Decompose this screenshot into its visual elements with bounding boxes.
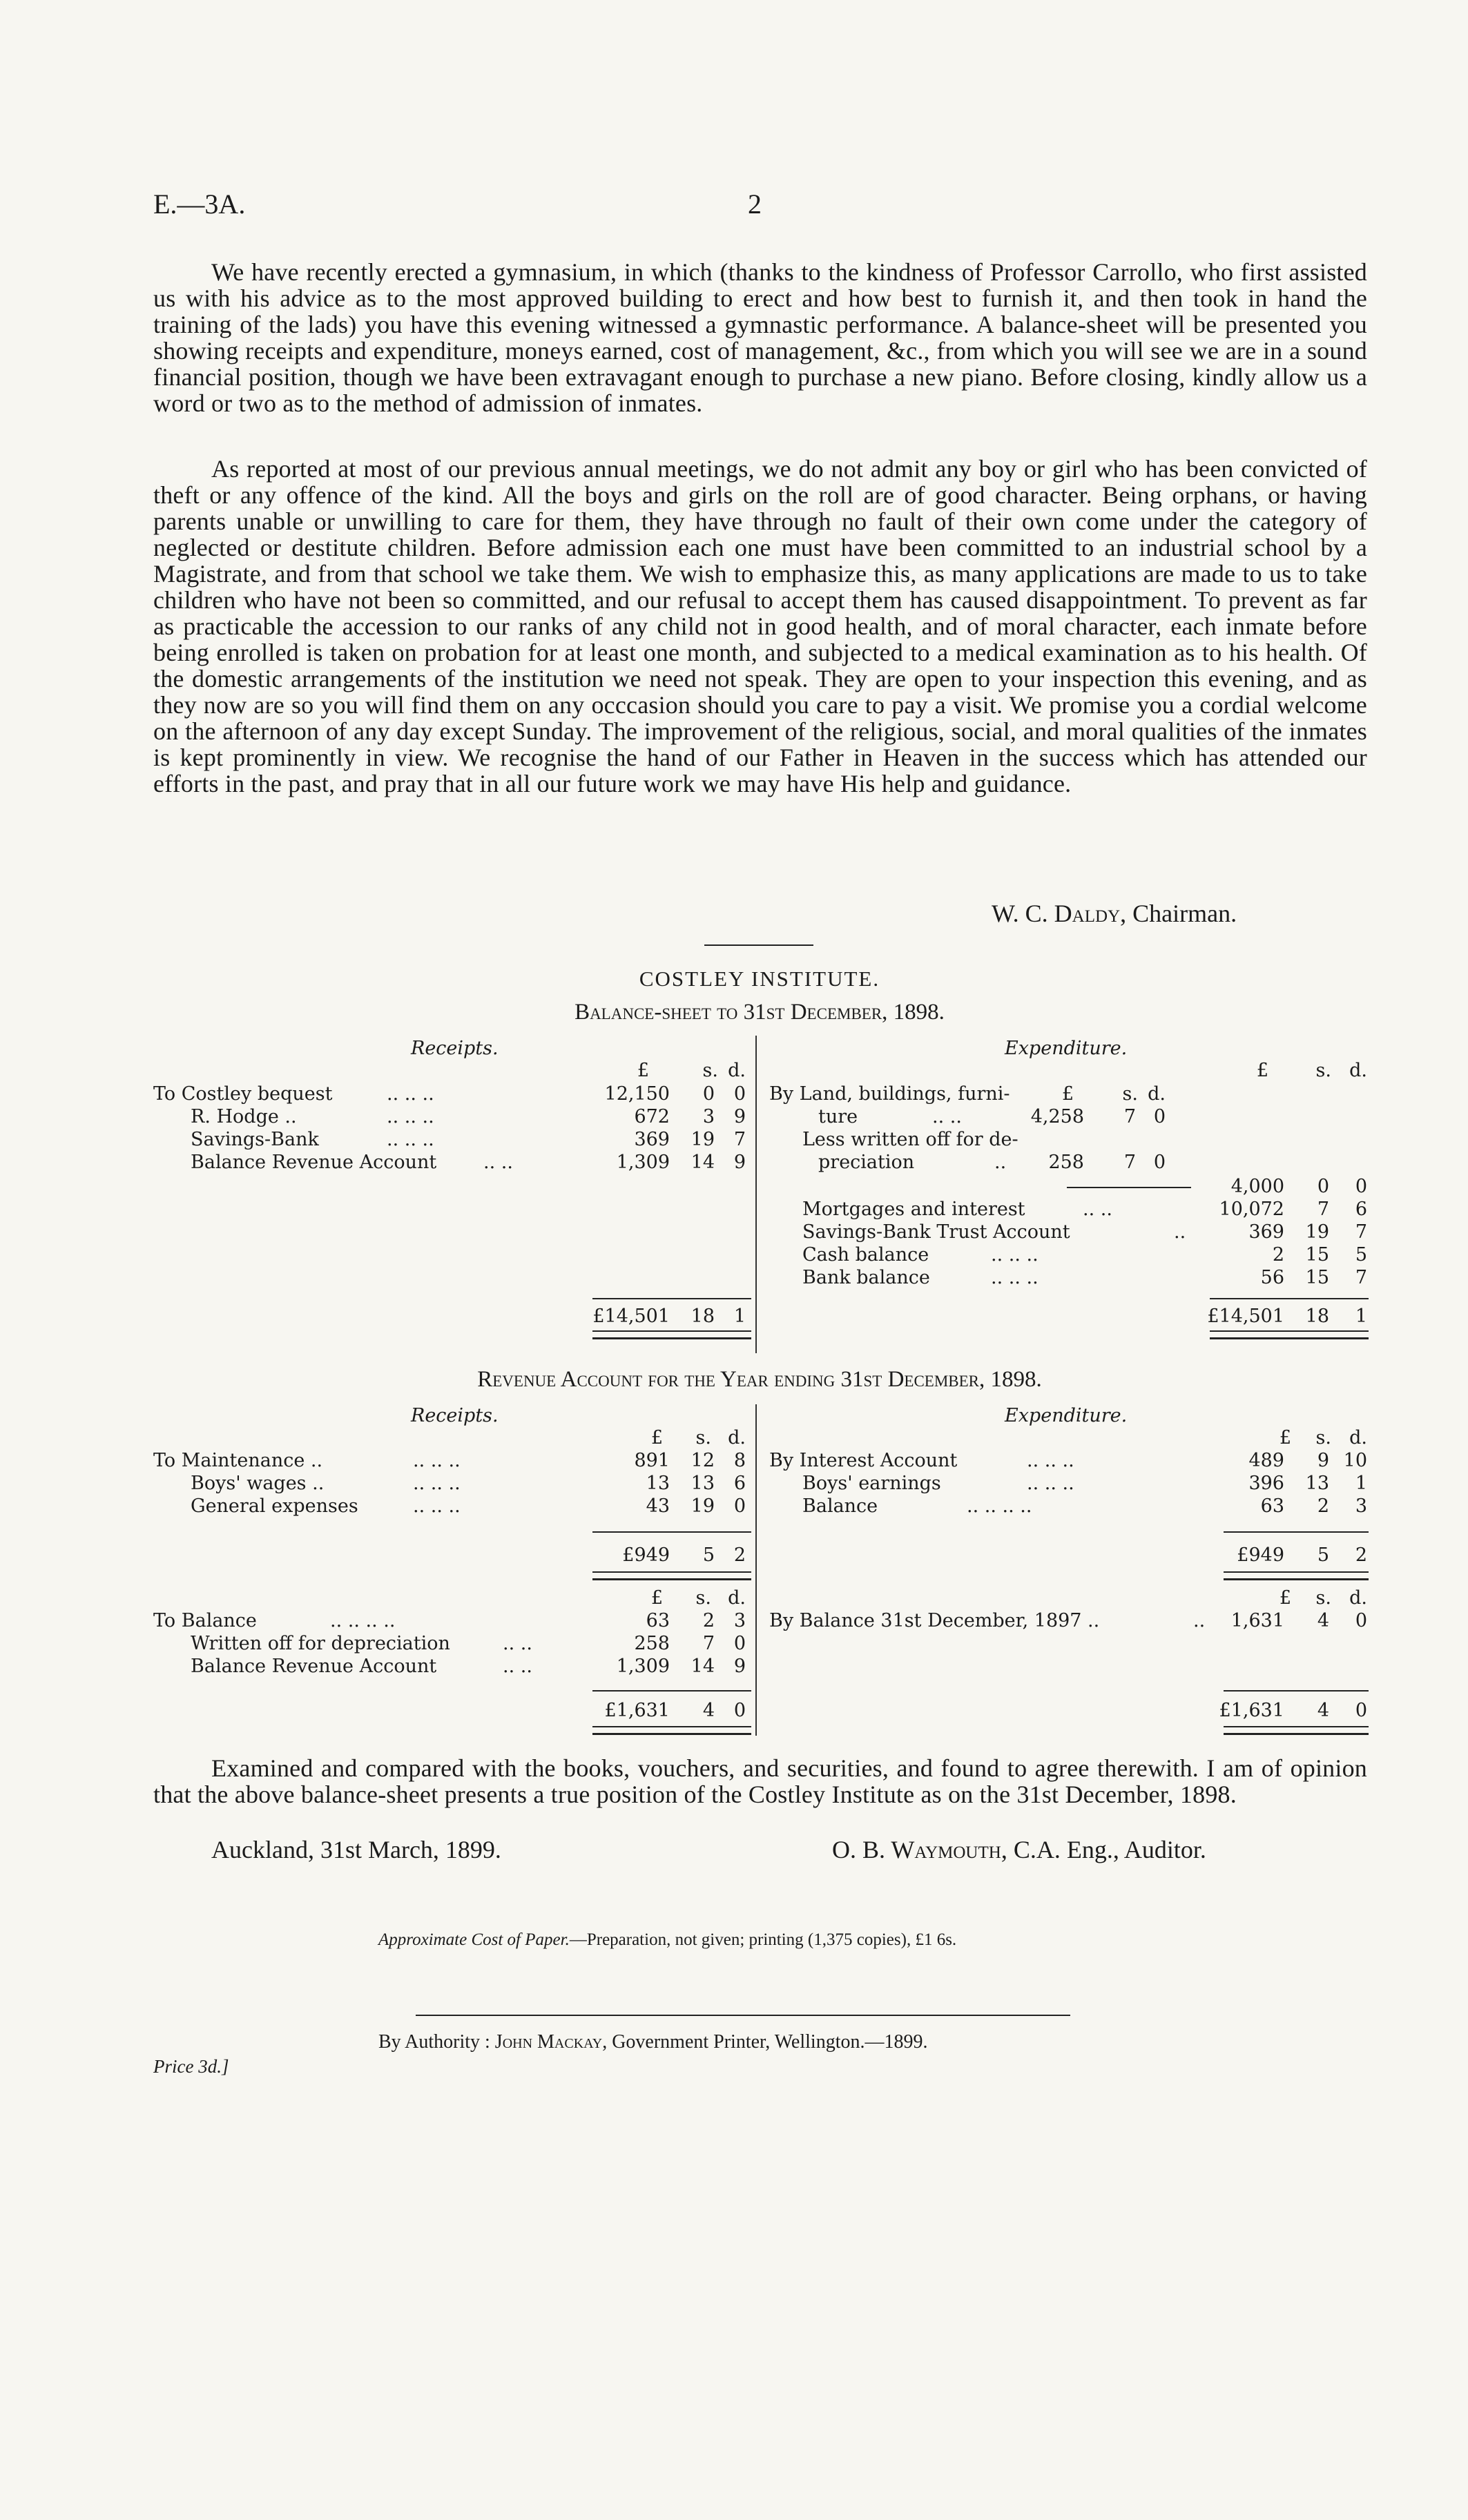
auditor-name: O. B. Waymouth, — [832, 1836, 1007, 1863]
bs-receipt-pounds: 672 — [634, 1106, 670, 1127]
ra2-expenditure-s: 4 — [1317, 1610, 1329, 1631]
bs-expenditure-dots: .. .. — [1083, 1199, 1112, 1220]
ra2-r-pound-head: £ — [650, 1587, 663, 1609]
ra2-expenditure-total-pounds: £1,631 — [1219, 1700, 1284, 1721]
ra2-expenditure-d: 0 — [1355, 1610, 1367, 1631]
bs-receipt-total-rule — [592, 1298, 751, 1299]
printer-authority — [378, 2031, 927, 2053]
ra2-receipt-pounds: 258 — [634, 1633, 670, 1654]
bs-receipt-dots: .. .. .. — [387, 1106, 434, 1127]
bs-expenditure-total-d: 1 — [1355, 1306, 1367, 1327]
bs-e-d-head: d. — [1349, 1060, 1367, 1081]
bs-land-subtotal-rule — [1067, 1187, 1191, 1188]
ra-receipt-s: 19 — [690, 1495, 715, 1517]
authority-prefix: By Authority : — [378, 2031, 490, 2053]
authority-suffix: Government Printer, Wellington.—1899. — [612, 2031, 928, 2053]
bs-r-s-head: s. — [702, 1060, 718, 1081]
bs-e-inner-pound-head: £ — [1061, 1083, 1074, 1105]
bs-receipt-pounds: 369 — [634, 1129, 670, 1150]
ra2-receipt-d: 9 — [733, 1656, 746, 1677]
audit-statement: Examined and compared with the books, vouchers, and securities, and found to agree therewith. I am of opinion that the above balance-sheet presents a true position of the Costley Institute as on the 31st December, 1898. — [153, 1754, 1367, 1808]
bs-receipt-pounds: 1,309 — [616, 1152, 670, 1173]
ra-expenditure-d: 1 — [1355, 1473, 1367, 1494]
bs-receipt-total-pounds: £14,501 — [592, 1306, 670, 1327]
bs-receipt-d: 7 — [733, 1129, 746, 1150]
ra2-receipt-total-d: 0 — [733, 1700, 746, 1721]
ra2-receipt-dots: .. .. — [503, 1633, 532, 1654]
ra-receipt-d: 0 — [733, 1495, 746, 1517]
bs-land-net-s: 0 — [1317, 1176, 1329, 1197]
bs-r-d-head: d. — [728, 1060, 746, 1081]
ra2-receipt-d: 0 — [733, 1633, 746, 1654]
ra2-expenditure-double-rule — [1224, 1726, 1369, 1735]
bs-expenditure-total-pounds: £14,501 — [1207, 1306, 1284, 1327]
bs-receipt-s: 19 — [690, 1129, 715, 1150]
ra2-receipt-s: 2 — [702, 1610, 715, 1631]
ra2-receipt-double-rule — [592, 1726, 751, 1735]
bs-land-pounds: 4,258 — [1030, 1106, 1084, 1127]
ra2-receipt-total-pounds: £1,631 — [604, 1700, 670, 1721]
ra2-receipt-d: 3 — [733, 1610, 746, 1631]
revenue-title-part-c: 1898. — [990, 1367, 1042, 1392]
ra2-receipt-label: Written off for depreciation — [191, 1633, 450, 1654]
ra-expenditure-total-rule — [1224, 1531, 1369, 1533]
revenue-title-part-a: Revenue Account for the Year ending — [477, 1367, 836, 1392]
ra-expenditure-pounds: 489 — [1248, 1450, 1284, 1471]
bs-expenditure-dots: .. .. .. — [991, 1267, 1039, 1288]
bs-e-inner-d-head: d. — [1148, 1083, 1166, 1105]
bs-expenditure-d: 7 — [1355, 1221, 1367, 1243]
bs-land-label-2: ture — [818, 1106, 858, 1127]
bs-expenditure-d: 6 — [1355, 1199, 1367, 1220]
bs-receipt-label: To Costley bequest — [153, 1083, 333, 1105]
ra-r-s-head: s. — [695, 1427, 711, 1448]
bs-expenditure-heading: Expenditure. — [1005, 1038, 1128, 1059]
ra-receipt-pounds: 43 — [646, 1495, 670, 1517]
ra-expenditure-s: 2 — [1317, 1495, 1329, 1517]
bs-e-s-head: s. — [1315, 1060, 1331, 1081]
ra2-r-s-head: s. — [695, 1587, 711, 1609]
ra2-receipt-pounds: 63 — [646, 1610, 670, 1631]
balance-title-part-b: 31st December, — [743, 1000, 888, 1025]
ra2-expenditure-total-d: 0 — [1355, 1700, 1367, 1721]
bs-receipt-dots: .. .. .. — [387, 1129, 434, 1150]
document-reference: E.—3A. — [153, 188, 246, 220]
bs-land-dots: .. .. — [932, 1106, 962, 1127]
chairman-name: W. C. Daldy, — [992, 900, 1127, 927]
bs-receipt-pounds: 12,150 — [604, 1083, 670, 1105]
bs-receipt-s: 14 — [690, 1152, 715, 1173]
ra2-expenditure-total-s: 4 — [1317, 1700, 1329, 1721]
bs-writtenoff-s: 7 — [1123, 1152, 1136, 1173]
bs-writtenoff-label-2: preciation — [818, 1152, 915, 1173]
bs-expenditure-dots: .. .. .. — [991, 1244, 1039, 1266]
auditor-signature — [832, 1835, 1206, 1864]
ra-receipts-heading: Receipts. — [411, 1405, 499, 1426]
bs-land-s: 7 — [1123, 1106, 1136, 1127]
ra-expenditure-dots: .. .. .. .. — [967, 1495, 1032, 1517]
institute-name: COSTLEY INSTITUTE. — [639, 967, 880, 991]
printer-name: John Mackay, — [494, 2031, 608, 2053]
bs-expenditure-label: Bank balance — [802, 1267, 930, 1288]
ra-receipt-total-rule — [592, 1531, 751, 1533]
cost-text: —Preparation, not given; printing (1,375 copies), £1 6s. — [569, 1930, 957, 1949]
bs-receipt-total-d: 1 — [733, 1306, 746, 1327]
bs-receipt-label: Balance Revenue Account — [191, 1152, 437, 1173]
ra-receipt-dots: .. .. .. — [413, 1473, 461, 1494]
paragraph-gymnasium: We have recently erected a gymnasium, in which (thanks to the kindness of Professor Carrollo, who first assisted us with his advice as to the most approved building to erect and how best to furnish it, and then took in hand the training of the lads) you have this evening witnessed a gymnastic performance. A balance-sheet will be presented you showing receipts and expenditure, moneys earned, cost of management, &c., from which you will see we are in a sound financial position, though we have been extravagant enough to purchase a new piano. Before closing, kindly allow us a word or two as to the method of admission of inmates. — [153, 258, 1367, 417]
ra-e-d-head: d. — [1349, 1427, 1367, 1448]
bs-receipt-s: 0 — [702, 1083, 715, 1105]
ra2-expenditure-total-rule — [1224, 1690, 1369, 1692]
ra-r-pound-head: £ — [650, 1427, 663, 1448]
bs-land-net-pounds: 4,000 — [1230, 1176, 1284, 1197]
ra-receipt-total-s: 5 — [702, 1544, 715, 1566]
bs-r-pound-head: £ — [637, 1060, 649, 1081]
ra2-r-d-head: d. — [728, 1587, 746, 1609]
bs-land-label-1: By Land, buildings, furni- — [769, 1083, 1010, 1105]
ra2-receipt-total-rule — [592, 1690, 751, 1692]
bs-land-d: 0 — [1153, 1106, 1166, 1127]
bs-expenditure-pounds: 56 — [1260, 1267, 1284, 1288]
ra-expenditure-label: Boys' earnings — [802, 1473, 941, 1494]
chairman-title: Chairman. — [1132, 900, 1237, 927]
cost-of-paper-note — [378, 1930, 956, 1950]
bs-expenditure-total-rule — [1210, 1298, 1369, 1299]
revenue-title-part-b: 31st December, — [840, 1367, 985, 1392]
ra-receipt-label: General expenses — [191, 1495, 358, 1517]
ra2-receipt-dots: .. .. — [503, 1656, 532, 1677]
ra2-receipt-pounds: 1,309 — [616, 1656, 670, 1677]
bs-expenditure-s: 15 — [1305, 1267, 1329, 1288]
balance-title-part-c: 1898. — [893, 1000, 945, 1025]
ra-expenditure-s: 9 — [1317, 1450, 1329, 1471]
ra2-receipt-s: 14 — [690, 1656, 715, 1677]
ra-e-pound-head: £ — [1279, 1427, 1291, 1448]
bs-expenditure-pounds: 2 — [1272, 1244, 1284, 1266]
bs-expenditure-pounds: 369 — [1248, 1221, 1284, 1243]
ra-expenditure-d: 3 — [1355, 1495, 1367, 1517]
ra2-expenditure-label: By Balance 31st December, 1897 .. — [769, 1610, 1100, 1631]
bs-receipt-label: R. Hodge .. — [191, 1106, 297, 1127]
bs-receipt-s: 3 — [702, 1106, 715, 1127]
chairman-signature — [992, 899, 1237, 928]
bs-receipt-d: 9 — [733, 1106, 746, 1127]
bs-expenditure-label: Mortgages and interest — [802, 1199, 1025, 1220]
ra-expenditure-dots: .. .. .. — [1027, 1473, 1074, 1494]
ra2-e-pound-head: £ — [1279, 1587, 1291, 1609]
ra-expenditure-total-pounds: £949 — [1237, 1544, 1284, 1566]
ra-receipt-pounds: 13 — [646, 1473, 670, 1494]
footer-rule — [416, 2015, 1070, 2016]
ra-receipt-dots: .. .. .. — [413, 1450, 461, 1471]
bs-expenditure-s: 19 — [1305, 1221, 1329, 1243]
bs-expenditure-d: 7 — [1355, 1267, 1367, 1288]
ra-expenditure-d: 10 — [1343, 1450, 1367, 1471]
bs-expenditure-total-s: 18 — [1305, 1306, 1329, 1327]
bs-expenditure-label: Cash balance — [802, 1244, 929, 1266]
ra-receipt-total-d: 2 — [733, 1544, 746, 1566]
ra-expenditure-total-d: 2 — [1355, 1544, 1367, 1566]
bs-receipt-dots: .. .. .. — [387, 1083, 434, 1105]
ra2-e-d-head: d. — [1349, 1587, 1367, 1609]
balance-title-part-a: Balance-sheet to — [574, 1000, 738, 1025]
ra-expenditure-s: 13 — [1305, 1473, 1329, 1494]
ra-receipt-s: 12 — [690, 1450, 715, 1471]
ra-expenditure-heading: Expenditure. — [1005, 1405, 1128, 1426]
ra-receipt-total-pounds: £949 — [622, 1544, 670, 1566]
ra-expenditure-total-s: 5 — [1317, 1544, 1329, 1566]
ra-receipt-label: To Maintenance .. — [153, 1450, 323, 1471]
ra2-receipt-s: 7 — [702, 1633, 715, 1654]
ra2-expenditure-dots: .. — [1193, 1610, 1206, 1631]
ra2-receipt-label: To Balance — [153, 1610, 257, 1631]
bs-expenditure-s: 7 — [1317, 1199, 1329, 1220]
ra-expenditure-label: By Interest Account — [769, 1450, 958, 1471]
cost-label: Approximate Cost of Paper. — [378, 1930, 570, 1949]
ra-column-divider — [755, 1404, 757, 1736]
bs-expenditure-d: 5 — [1355, 1244, 1367, 1266]
ra-expenditure-dots: .. .. .. — [1027, 1450, 1074, 1471]
bs-e-pound-head: £ — [1256, 1060, 1268, 1081]
bs-writtenoff-label-1: Less written off for de- — [802, 1129, 1018, 1150]
ra-receipt-pounds: 891 — [634, 1450, 670, 1471]
ra-e-s-head: s. — [1315, 1427, 1331, 1448]
bs-receipt-label: Savings-Bank — [191, 1129, 319, 1150]
bs-receipt-dots: .. .. — [483, 1152, 513, 1173]
audit-place-date: Auckland, 31st March, 1899. — [211, 1836, 501, 1863]
ra2-expenditure-pounds: 1,631 — [1230, 1610, 1284, 1631]
ra-receipt-s: 13 — [690, 1473, 715, 1494]
ra2-receipt-dots: .. .. .. .. — [330, 1610, 396, 1631]
bs-receipt-total-s: 18 — [690, 1306, 715, 1327]
ra-expenditure-label: Balance — [802, 1495, 878, 1517]
bs-writtenoff-dots: .. — [994, 1152, 1007, 1173]
page-number: 2 — [748, 188, 762, 220]
section-divider — [704, 944, 813, 946]
ra-receipt-dots: .. .. .. — [413, 1495, 461, 1517]
ra-expenditure-double-rule — [1224, 1571, 1369, 1580]
ra2-e-s-head: s. — [1315, 1587, 1331, 1609]
bs-land-net-d: 0 — [1355, 1176, 1367, 1197]
ra-receipt-double-rule — [592, 1571, 751, 1580]
bs-expenditure-pounds: 10,072 — [1219, 1199, 1284, 1220]
price-note: Price 3d.] — [153, 2056, 229, 2077]
bs-receipts-heading: Receipts. — [411, 1038, 499, 1059]
bs-receipt-d: 9 — [733, 1152, 746, 1173]
ra2-receipt-label: Balance Revenue Account — [191, 1656, 437, 1677]
ra2-receipt-total-s: 4 — [702, 1700, 715, 1721]
auditor-title: C.A. Eng., Auditor. — [1013, 1836, 1206, 1863]
bs-e-inner-s-head: s. — [1122, 1083, 1138, 1105]
revenue-account-title — [207, 1367, 1312, 1393]
balance-sheet-title — [345, 1000, 1174, 1025]
bs-receipt-double-rule — [592, 1330, 751, 1339]
bs-column-divider — [755, 1036, 757, 1353]
bs-writtenoff-pounds: 258 — [1048, 1152, 1084, 1173]
bs-writtenoff-d: 0 — [1153, 1152, 1166, 1173]
bs-expenditure-label: Savings-Bank Trust Account — [802, 1221, 1070, 1243]
bs-expenditure-dots: .. — [1174, 1221, 1186, 1243]
bs-expenditure-double-rule — [1210, 1330, 1369, 1339]
ra-receipt-label: Boys' wages .. — [191, 1473, 325, 1494]
ra-expenditure-pounds: 63 — [1260, 1495, 1284, 1517]
ra-r-d-head: d. — [728, 1427, 746, 1448]
ra-receipt-d: 6 — [733, 1473, 746, 1494]
ra-receipt-d: 8 — [733, 1450, 746, 1471]
ra-expenditure-pounds: 396 — [1248, 1473, 1284, 1494]
bs-expenditure-s: 15 — [1305, 1244, 1329, 1266]
paragraph-admission: As reported at most of our previous annual meetings, we do not admit any boy or girl who has been convicted of theft or any offence of the kind. All the boys and girls on the roll are of good character. Being orphans, or having parents unable or unwilling to care for them, they have through no fault of their own come under the category of neglected or destitute children. Before admission each one must have been committed to an industrial school by a Magistrate, and from that school we take them. We wish to emphasize this, as many applications are made to us to take children who have not been so committed, and our refusal to accept them has caused disappointment. To prevent as far as practicable the accession to our ranks of any child not in good health, and of moral character, each inmate before being enrolled is taken on probation for at least one month, and subjected to a medical examination as to his health. Of the domestic arrangements of the institution we need not speak. They are open to your inspection this evening, and as they now are so you will find them on any occcasion should you care to pay a visit. We promise you a cordial welcome on the afternoon of any day except Sunday. The improvement of the religious, social, and moral qualities of the inmates is kept prominently in view. We recognise the hand of our Father in Heaven in the success which has attended our efforts in the past, and pray that in all our future work we may have His help and guidance. — [153, 455, 1367, 797]
bs-receipt-d: 0 — [733, 1083, 746, 1105]
